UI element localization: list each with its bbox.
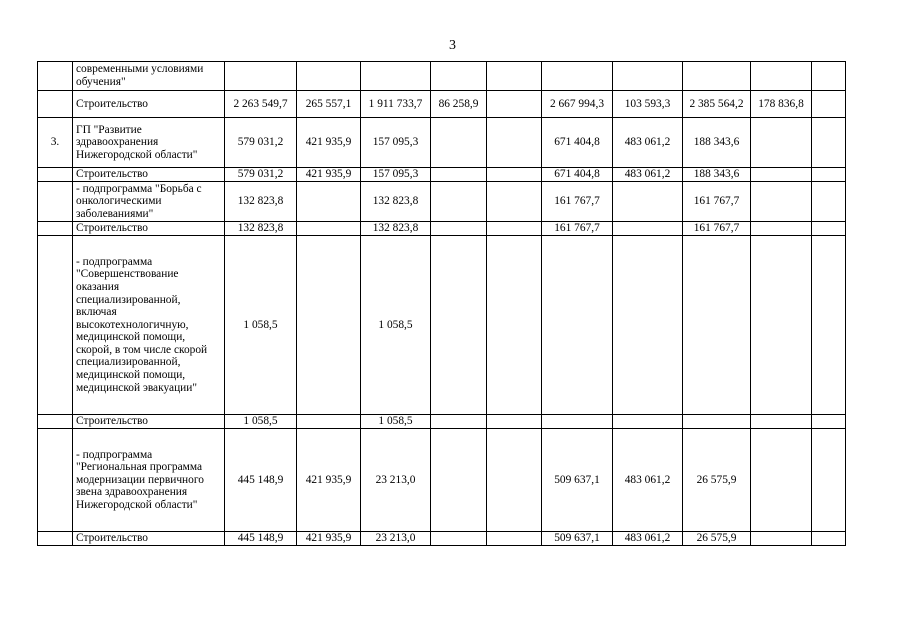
value-cell: 26 575,9	[683, 532, 751, 546]
value-cell	[751, 236, 812, 415]
value-cell	[683, 415, 751, 429]
budget-table	[37, 61, 846, 546]
value-cell	[812, 415, 846, 429]
value-cell: 1 058,5	[361, 415, 431, 429]
row-index-cell	[38, 62, 73, 91]
value-cell	[751, 222, 812, 236]
value-cell	[487, 415, 542, 429]
value-cell: 2 667 994,3	[542, 91, 613, 118]
row-name-cell: Строительство	[73, 168, 225, 182]
value-cell: 132 823,8	[225, 182, 297, 222]
value-cell: 26 575,9	[683, 429, 751, 532]
value-cell: 2 385 564,2	[683, 91, 751, 118]
table-row	[38, 91, 846, 118]
table-row	[38, 532, 846, 546]
value-cell	[431, 222, 487, 236]
row-index-cell: 3.	[38, 118, 73, 168]
value-cell	[812, 236, 846, 415]
table-row	[38, 415, 846, 429]
value-cell	[297, 222, 361, 236]
value-cell: 483 061,2	[613, 118, 683, 168]
value-cell	[683, 236, 751, 415]
value-cell	[487, 168, 542, 182]
value-cell	[613, 62, 683, 91]
value-cell	[542, 236, 613, 415]
value-cell: 579 031,2	[225, 168, 297, 182]
value-cell	[812, 429, 846, 532]
value-cell: 23 213,0	[361, 429, 431, 532]
table-row	[38, 429, 846, 532]
value-cell: 157 095,3	[361, 118, 431, 168]
value-cell	[431, 236, 487, 415]
value-cell	[613, 236, 683, 415]
value-cell: 188 343,6	[683, 168, 751, 182]
table-row	[38, 118, 846, 168]
row-name-cell: - подпрограмма "Борьба с онкологическими заболеваниями"	[73, 182, 225, 222]
value-cell: 483 061,2	[613, 168, 683, 182]
value-cell: 86 258,9	[431, 91, 487, 118]
value-cell: 1 058,5	[225, 415, 297, 429]
value-cell	[431, 429, 487, 532]
value-cell	[297, 415, 361, 429]
value-cell	[751, 62, 812, 91]
value-cell	[683, 62, 751, 91]
table-row	[38, 62, 846, 91]
table-body	[38, 62, 846, 546]
table-row	[38, 222, 846, 236]
value-cell	[431, 62, 487, 91]
table-row	[38, 168, 846, 182]
value-cell: 161 767,7	[542, 222, 613, 236]
value-cell	[487, 91, 542, 118]
value-cell	[431, 182, 487, 222]
row-name-cell: Строительство	[73, 415, 225, 429]
value-cell: 132 823,8	[361, 222, 431, 236]
value-cell	[487, 429, 542, 532]
row-index-cell	[38, 182, 73, 222]
row-index-cell	[38, 168, 73, 182]
value-cell	[812, 168, 846, 182]
value-cell: 509 637,1	[542, 429, 613, 532]
row-index-cell	[38, 236, 73, 415]
value-cell: 161 767,7	[542, 182, 613, 222]
value-cell	[487, 222, 542, 236]
value-cell: 161 767,7	[683, 222, 751, 236]
value-cell: 671 404,8	[542, 118, 613, 168]
value-cell	[431, 415, 487, 429]
value-cell	[431, 168, 487, 182]
value-cell: 579 031,2	[225, 118, 297, 168]
value-cell	[751, 429, 812, 532]
value-cell	[431, 532, 487, 546]
value-cell: 132 823,8	[225, 222, 297, 236]
value-cell: 132 823,8	[361, 182, 431, 222]
row-index-cell	[38, 415, 73, 429]
row-name-cell: Строительство	[73, 222, 225, 236]
value-cell: 421 935,9	[297, 429, 361, 532]
value-cell: 445 148,9	[225, 532, 297, 546]
value-cell: 483 061,2	[613, 532, 683, 546]
value-cell	[297, 62, 361, 91]
value-cell	[812, 182, 846, 222]
value-cell	[542, 62, 613, 91]
row-name-cell: Строительство	[73, 532, 225, 546]
value-cell: 509 637,1	[542, 532, 613, 546]
value-cell: 103 593,3	[613, 91, 683, 118]
value-cell	[297, 236, 361, 415]
value-cell	[361, 62, 431, 91]
row-name-cell: Строительство	[73, 91, 225, 118]
value-cell: 445 148,9	[225, 429, 297, 532]
value-cell: 483 061,2	[613, 429, 683, 532]
value-cell	[751, 415, 812, 429]
table-row	[38, 236, 846, 415]
row-name-cell: ГП "Развитие здравоохранения Нижегородской области"	[73, 118, 225, 168]
value-cell: 421 935,9	[297, 118, 361, 168]
table-row	[38, 182, 846, 222]
value-cell: 421 935,9	[297, 532, 361, 546]
row-index-cell	[38, 91, 73, 118]
value-cell	[487, 532, 542, 546]
value-cell: 157 095,3	[361, 168, 431, 182]
value-cell	[487, 182, 542, 222]
value-cell: 1 058,5	[361, 236, 431, 415]
page-number: 3	[449, 38, 456, 53]
value-cell	[613, 182, 683, 222]
value-cell: 1 058,5	[225, 236, 297, 415]
value-cell	[542, 415, 613, 429]
row-name-cell: - подпрограмма "Совершенствование оказания специализированной, включая высокотехнологичную, медицинской помощи, скорой, в том числе скорой специализированной, медицинской помощи, медицинской эвакуации"	[73, 236, 225, 415]
row-name-cell: - подпрограмма "Региональная программа модернизации первичного звена здравоохранения Нижегородской области"	[73, 429, 225, 532]
row-name-cell: современными условиями обучения"	[73, 62, 225, 91]
value-cell	[812, 118, 846, 168]
value-cell	[812, 91, 846, 118]
value-cell: 1 911 733,7	[361, 91, 431, 118]
value-cell	[751, 182, 812, 222]
value-cell	[225, 62, 297, 91]
row-index-cell	[38, 222, 73, 236]
value-cell	[613, 415, 683, 429]
value-cell: 2 263 549,7	[225, 91, 297, 118]
value-cell: 188 343,6	[683, 118, 751, 168]
value-cell	[297, 182, 361, 222]
value-cell: 421 935,9	[297, 168, 361, 182]
value-cell	[751, 532, 812, 546]
value-cell	[613, 222, 683, 236]
value-cell: 178 836,8	[751, 91, 812, 118]
value-cell: 671 404,8	[542, 168, 613, 182]
value-cell: 23 213,0	[361, 532, 431, 546]
value-cell: 161 767,7	[683, 182, 751, 222]
value-cell	[487, 118, 542, 168]
value-cell	[487, 236, 542, 415]
value-cell: 265 557,1	[297, 91, 361, 118]
row-index-cell	[38, 429, 73, 532]
value-cell	[431, 118, 487, 168]
value-cell	[812, 532, 846, 546]
value-cell	[487, 62, 542, 91]
value-cell	[812, 62, 846, 91]
value-cell	[812, 222, 846, 236]
value-cell	[751, 118, 812, 168]
row-index-cell	[38, 532, 73, 546]
value-cell	[751, 168, 812, 182]
